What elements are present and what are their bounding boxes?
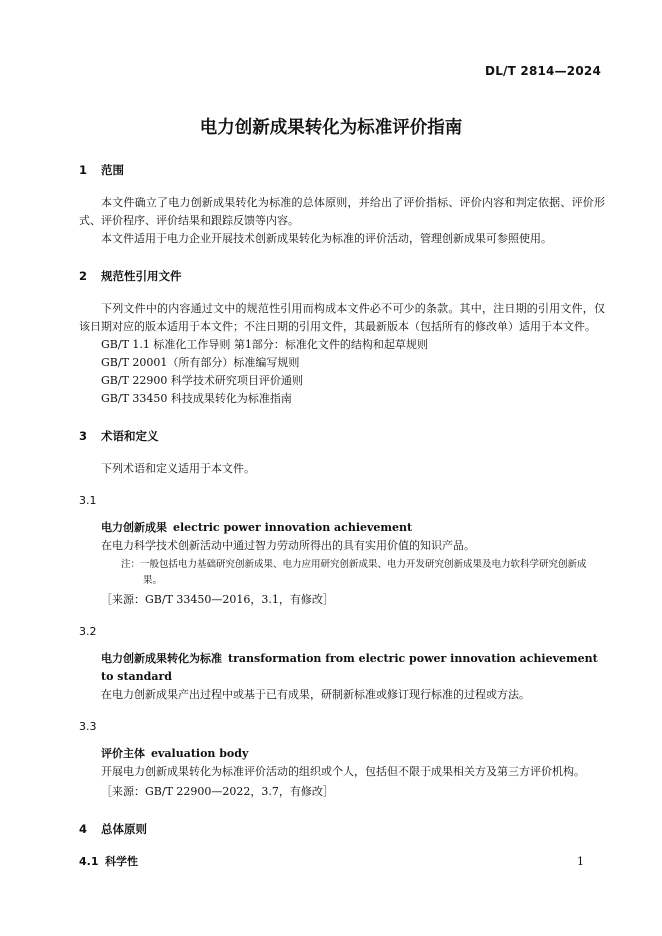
term-definition: 开展电力创新成果转化为标准评价活动的组织或个人，包括但不限于成果相关方及第三方评价机构。 bbox=[101, 765, 585, 778]
document-title: 电力创新成果转化为标准评价指南 bbox=[199, 118, 463, 138]
document-body bbox=[79, 156, 605, 881]
term-3-2-number: 3.2 bbox=[79, 625, 97, 638]
term-3-3-number: 3.3 bbox=[79, 720, 97, 733]
paragraph: 本文件适用于电力企业开展技术创新成果转化为标准的评价活动，管理创新成果可参照使用。 bbox=[101, 232, 552, 245]
section-number: 2 bbox=[79, 269, 88, 283]
reference-item: GB/T 1.1 标准化工作导则 第1部分：标准化文件的结构和起草规则 bbox=[101, 338, 428, 351]
term-source: ［来源：GB/T 22900—2022，3.7，有修改］ bbox=[101, 785, 334, 798]
term-heading: 评价主体 evaluation body bbox=[101, 747, 249, 760]
page-number: 1 bbox=[577, 855, 584, 868]
paragraph: 下列文件中的内容通过文中的规范性引用而构成本文件必不可少的条款。其中，注日期的引用文件，仅该日期对应的版本适用于本文件；不注日期的引用文件，其最新版本（包括所有的修改单）适用于本文件。 bbox=[79, 302, 605, 333]
reference-item: GB/T 20001（所有部分）标准编写规则 bbox=[101, 356, 300, 369]
paragraph: 下列术语和定义适用于本文件。 bbox=[101, 462, 255, 475]
reference-item: GB/T 22900 科学技术研究项目评价通则 bbox=[101, 374, 303, 387]
section-title: 规范性引用文件 bbox=[101, 269, 182, 283]
term-heading: 电力创新成果 electric power innovation achievement bbox=[101, 521, 413, 534]
term-3-1-number: 3.1 bbox=[79, 494, 97, 507]
section-number: 1 bbox=[79, 163, 88, 177]
section-1-heading bbox=[79, 162, 605, 178]
standard-code: DL/T 2814—2024 bbox=[485, 64, 601, 78]
section-title: 术语和定义 bbox=[101, 429, 159, 443]
section-title: 总体原则 bbox=[101, 822, 147, 836]
section-title: 范围 bbox=[101, 163, 124, 177]
term-source: ［来源：GB/T 33450—2016，3.1，有修改］ bbox=[101, 593, 334, 606]
paragraph: 本文件确立了电力创新成果转化为标准的总体原则，并给出了评价指标、评价内容和判定依据、评价形式、评价程序、评价结果和跟踪反馈等内容。 bbox=[79, 196, 605, 227]
section-2-heading bbox=[79, 268, 605, 284]
subsection-4-1-heading bbox=[79, 853, 605, 869]
subsection-number: 4.1 bbox=[79, 855, 99, 868]
reference-item: GB/T 33450 科技成果转化为标准指南 bbox=[101, 392, 292, 405]
section-number: 4 bbox=[79, 822, 88, 836]
term-heading: 电力创新成果转化为标准 transformation from electric power innovation achievement to standard bbox=[101, 652, 598, 683]
term-definition: 在电力创新成果产出过程中或基于已有成果，研制新标准或修订现行标准的过程或方法。 bbox=[101, 688, 530, 701]
term-definition: 在电力科学技术创新活动中通过智力劳动所得出的具有实用价值的知识产品。 bbox=[101, 539, 475, 552]
term-note: 注：一般包括电力基础研究创新成果、电力应用研究创新成果、电力开发研究创新成果及电力软科学研究创新成果。 bbox=[121, 559, 587, 586]
section-4-heading bbox=[79, 821, 605, 837]
subsection-title: 科学性 bbox=[105, 855, 138, 868]
section-3-heading bbox=[79, 428, 605, 444]
section-number: 3 bbox=[79, 429, 88, 443]
